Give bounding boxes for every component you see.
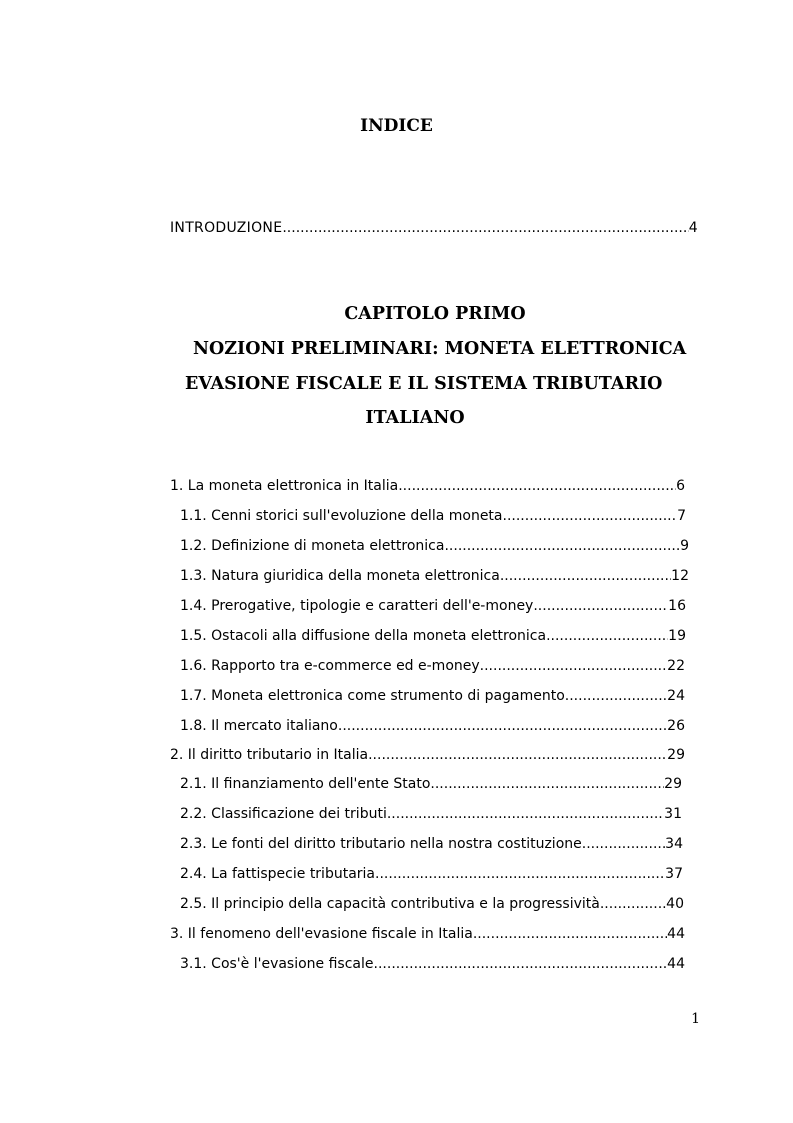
toc-entry[interactable] (180, 864, 683, 884)
toc-entry[interactable] (180, 716, 685, 736)
chapter-title-line1: NOZIONI PRELIMINARI: MONETA ELETTRONICA (193, 339, 687, 359)
toc-entry-label: 1.5. Ostacoli alla diffusione della moneta elettronica (180, 628, 547, 644)
toc-entry[interactable] (180, 774, 682, 794)
toc-entry-page: 4 (688, 220, 698, 236)
toc-entry-page: 40 (666, 896, 684, 912)
dot-leader (600, 894, 666, 914)
toc-entry-label: 1.8. Il mercato italiano (180, 718, 338, 734)
toc-entry-page: 29 (667, 747, 685, 763)
toc-entry[interactable] (170, 924, 685, 944)
dot-leader (503, 506, 678, 526)
toc-entry-page: 19 (668, 628, 686, 644)
toc-entry[interactable] (180, 626, 686, 646)
toc-entry[interactable] (170, 745, 685, 765)
dot-leader (430, 774, 664, 794)
page-number: 1 (691, 1011, 700, 1027)
toc-entry-label: 1.7. Moneta elettronica come strumento di pagamento (180, 688, 565, 704)
toc-entry-page: 26 (667, 718, 685, 734)
dot-leader (480, 656, 668, 676)
toc-entry-page: 22 (667, 658, 685, 674)
page-title: INDICE (360, 116, 433, 136)
toc-entry-page: 6 (676, 478, 685, 494)
toc-entry-page: 34 (665, 836, 683, 852)
dot-leader (444, 536, 680, 556)
toc-entry[interactable] (180, 954, 685, 974)
dot-leader (546, 626, 668, 646)
dot-leader (473, 924, 667, 944)
toc-entry-label: 2.2. Classificazione dei tributi (180, 806, 387, 822)
toc-entry-label: 1.1. Cenni storici sull'evoluzione della moneta (180, 508, 503, 524)
toc-entry-label: 1.4. Prerogative, tipologie e caratteri dell'e-money (180, 598, 534, 614)
toc-entry-label: 1. La moneta elettronica in Italia (170, 478, 399, 494)
toc-entry-page: 7 (677, 508, 686, 524)
toc-entry[interactable] (180, 834, 683, 854)
dot-leader (565, 686, 667, 706)
toc-entry[interactable] (170, 476, 685, 496)
chapter-number: CAPITOLO PRIMO (344, 304, 526, 324)
toc-entry-page: 24 (667, 688, 685, 704)
toc-entry-label: 1.2. Definizione di moneta elettronica (180, 538, 445, 554)
toc-entry-label: 3.1. Cos'è l'evasione fiscale (180, 956, 374, 972)
dot-leader (374, 954, 668, 974)
toc-entry[interactable] (180, 506, 686, 526)
toc-entry-page: 37 (665, 866, 683, 882)
toc-entry-label: 3. Il fenomeno dell'evasione fiscale in Italia (170, 926, 473, 942)
dot-leader (533, 596, 668, 616)
toc-entry[interactable] (180, 656, 685, 676)
toc-entry-page: 9 (680, 538, 689, 554)
dot-leader (282, 218, 688, 238)
toc-entry[interactable] (180, 804, 682, 824)
dot-leader (387, 804, 664, 824)
dot-leader (375, 864, 665, 884)
toc-entry-page: 29 (664, 776, 682, 792)
toc-entry-page: 44 (667, 926, 685, 942)
chapter-title-line2: EVASIONE FISCALE E IL SISTEMA TRIBUTARIO (185, 374, 663, 394)
toc-entry-page: 12 (671, 568, 689, 584)
toc-entry-page: 31 (664, 806, 682, 822)
toc-entry[interactable] (180, 566, 689, 586)
toc-entry-label: 2.1. Il finanziamento dell'ente Stato (180, 776, 431, 792)
toc-entry-page: 16 (668, 598, 686, 614)
dot-leader (500, 566, 671, 586)
toc-entry-page: 44 (667, 956, 685, 972)
chapter-title-line3: ITALIANO (365, 408, 465, 428)
toc-entry-label: 2.4. La fattispecie tributaria (180, 866, 376, 882)
toc-entry-label: 2.3. Le fonti del diritto tributario nella nostra costituzione (180, 836, 582, 852)
dot-leader (398, 476, 676, 496)
toc-entry[interactable] (180, 596, 686, 616)
dot-leader (338, 716, 667, 736)
toc-entry[interactable] (180, 686, 685, 706)
toc-entry-label: 1.3. Natura giuridica della moneta elettronica (180, 568, 500, 584)
toc-entry[interactable] (180, 894, 684, 914)
toc-entry-label: 2.5. Il principio della capacità contributiva e la progressività (180, 896, 600, 912)
toc-entry-label: 2. Il diritto tributario in Italia (170, 747, 369, 763)
dot-leader (368, 745, 667, 765)
toc-entry[interactable] (180, 536, 689, 556)
toc-entry-label: INTRODUZIONE (170, 220, 283, 236)
dot-leader (582, 834, 665, 854)
toc-entry-introduzione[interactable] (170, 218, 698, 238)
toc-entry-label: 1.6. Rapporto tra e-commerce ed e-money (180, 658, 480, 674)
